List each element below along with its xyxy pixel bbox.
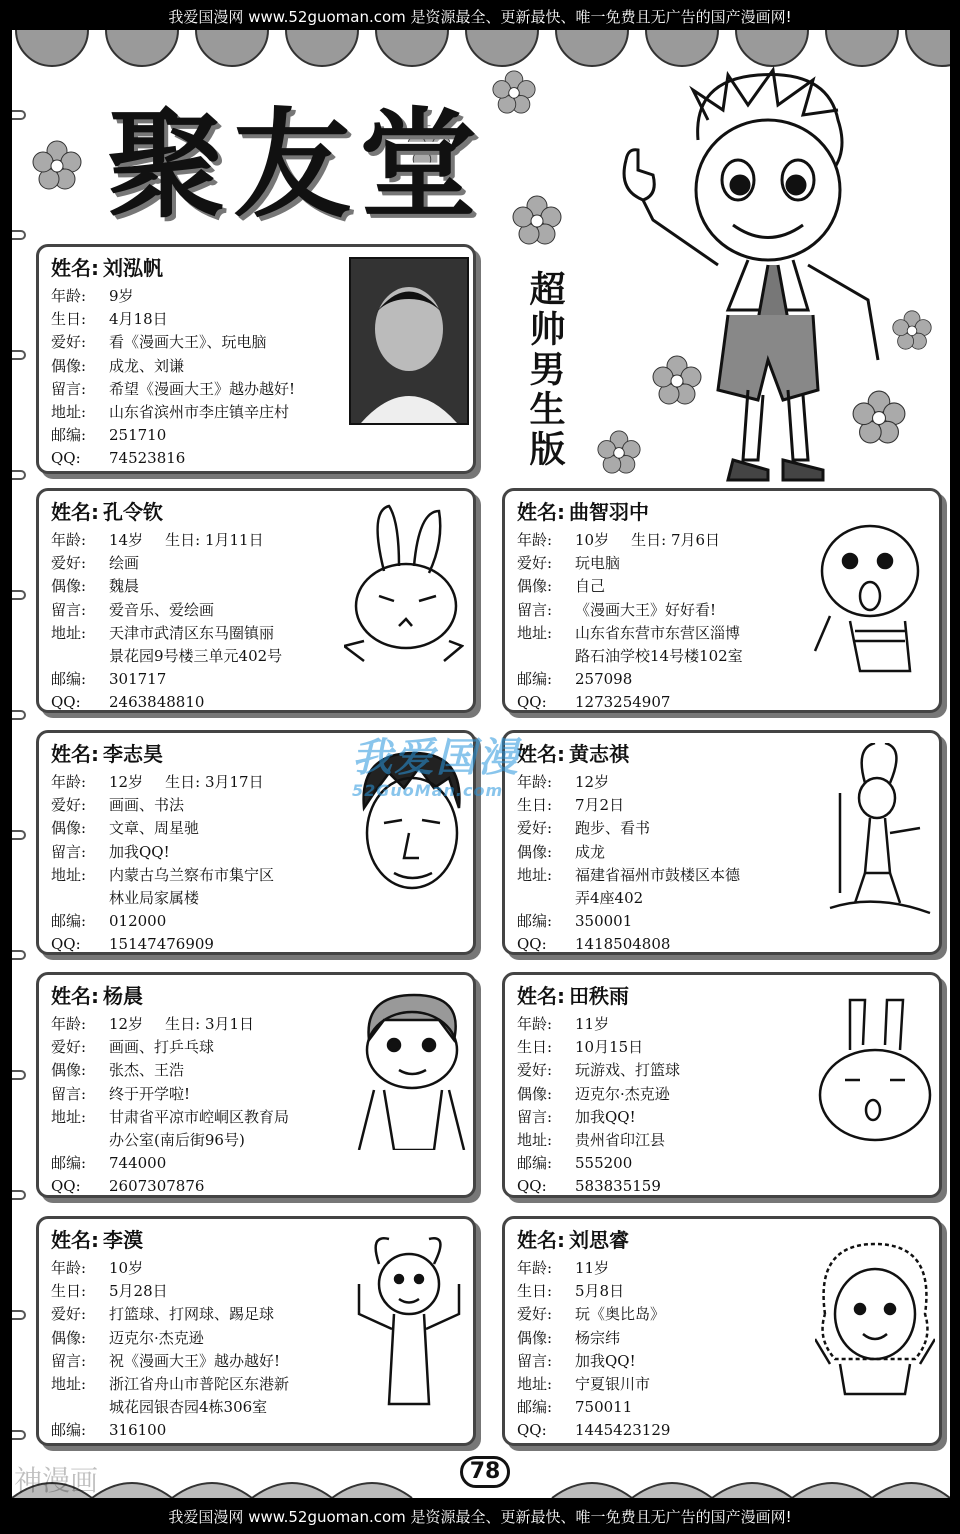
binder-ring: [12, 710, 26, 720]
profile-address-line2: 弄4座402: [575, 889, 644, 908]
profile-card: 姓名: 刘思睿 年龄: 11岁 生日: 5月8日 爱好: 玩《奥比岛》 偶像: 杨宗纬 留言: 加我QQ! 地址: 宁夏银川市 邮编: 750011 QQ: 1445423129: [502, 1216, 942, 1446]
profile-card: 姓名: 曲智羽中 年龄: 10岁 生日: 7月6日 爱好: 玩电脑 偶像: 自己 留言: 《漫画大王》好好看! 地址: 山东省东营市东营区淄博 路石油学校14号楼102室 邮编: 257098 QQ: 1273254907: [502, 488, 942, 713]
profile-card: 姓名: 李漠 年龄: 10岁 生日: 5月28日 爱好: 打篮球、打网球、踢足球 偶像: 迈克尔·杰克逊 留言: 祝《漫画大王》越办越好! 地址: 浙江省舟山市普陀区东港新 城花园银杏园4栋306室 邮编: 316100: [36, 1216, 476, 1446]
profile-zip: 555200: [575, 1154, 633, 1173]
profile-card: 姓名: 李志昊 年龄: 12岁 生日: 3月17日 爱好: 画画、书法 偶像: 文章、周星驰 留言: 加我QQ! 地址: 内蒙古乌兰察布市集宁区 林业局家属楼 邮编: 012000 QQ: 15147476909: [36, 730, 476, 955]
profile-age: 10岁: [109, 1259, 144, 1277]
profile-hobby: 看《漫画大王》、玩电脑: [109, 333, 267, 352]
profile-address: 浙江省舟山市普陀区东港新: [109, 1375, 290, 1394]
profile-age: 11岁: [575, 1259, 610, 1277]
profile-age: 12岁: [109, 1015, 144, 1033]
profile-address: 贵州省印江县: [575, 1131, 666, 1150]
profile-age: 12岁: [575, 773, 610, 791]
profile-address: 山东省东营市东营区淄博: [575, 623, 741, 642]
profile-address-line2: 林业局家属楼: [109, 889, 200, 908]
profile-name: 姓名: 田秩雨: [517, 984, 629, 1008]
page-title: 聚友堂: [107, 96, 486, 234]
binder-ring: [12, 950, 26, 960]
profile-qq: 2607307876: [109, 1177, 205, 1196]
site-watermark: 我爱国漫 52GuoMan.com: [352, 735, 520, 800]
profile-message: 《漫画大王》好好看!: [575, 600, 717, 619]
profile-name: 姓名: 刘泓帆: [51, 256, 163, 280]
profile-hobby: 画画、书法: [109, 796, 185, 815]
profile-zip: 316100: [109, 1421, 167, 1440]
profile-card: 姓名: 杨晨 年龄: 12岁 生日: 3月1日 爱好: 画画、打乒乓球 偶像: 张杰、王浩 留言: 终于开学啦! 地址: 甘肃省平凉市崆峒区教育局 办公室(南后街96号) 邮编: 744000 QQ: 2607307876: [36, 972, 476, 1198]
profile-message: 希望《漫画大王》越办越好!: [109, 379, 296, 398]
profile-idol: 迈克尔·杰克逊: [109, 1328, 204, 1347]
profile-address-line2: 办公室(南后街96号): [109, 1131, 245, 1150]
profile-address-line2: 城花园银杏园4栋306室: [109, 1398, 268, 1417]
profile-name: 姓名: 李漠: [51, 1228, 143, 1252]
profile-hobby: 画画、打乒乓球: [109, 1038, 215, 1057]
profile-name: 姓名: 李志昊: [51, 742, 163, 766]
rabbit-doodle: [344, 501, 464, 671]
flower-icon: [492, 70, 536, 114]
corner-watermark: 神漫画: [14, 1464, 99, 1497]
profile-birthday: 1月11日: [204, 531, 264, 549]
profile-age: 10岁: [575, 531, 610, 549]
profile-idol: 张杰、王浩: [109, 1061, 185, 1080]
profile-address: 甘肃省平凉市崆峒区教育局: [109, 1107, 290, 1126]
profile-birthday: 3月1日: [204, 1015, 255, 1033]
profile-age: 9岁: [109, 287, 134, 305]
monster-doodle: [354, 1234, 464, 1424]
profile-zip: 301717: [109, 670, 167, 689]
binder-ring: [12, 1070, 26, 1080]
profile-birthday: 7月6日: [670, 531, 721, 549]
profile-idol: 成龙、刘谦: [109, 356, 185, 375]
profile-zip: 257098: [575, 670, 633, 689]
binder-ring: [12, 830, 26, 840]
curly-hair-boy-doodle: [815, 1239, 935, 1399]
profile-zip: 251710: [109, 426, 167, 445]
profile-name: 姓名: 黄志祺: [517, 742, 629, 766]
profile-birthday: 7月2日: [575, 796, 625, 815]
profile-qq: 2463848810: [109, 693, 205, 712]
profile-age: 14岁: [109, 531, 144, 549]
profile-zip: 744000: [109, 1154, 167, 1173]
profile-hobby: 绘画: [109, 554, 140, 573]
top-banner: 我爱国漫网 www.52guoman.com 是资源最全、更新最快、唯一免费且无广告的国产漫画网!: [0, 0, 960, 34]
profile-birthday: 3月17日: [204, 773, 264, 791]
profile-qq: 1418504808: [575, 935, 671, 954]
cartoon-face-doodle: [810, 521, 930, 681]
profile-address: 天津市武清区东马圈镇丽: [109, 623, 275, 642]
profile-address-line2: 景花园9号楼三单元402号: [109, 647, 283, 666]
profile-message: 加我QQ!: [575, 1107, 636, 1126]
profile-message: 终于开学啦!: [109, 1084, 191, 1103]
profile-zip: 350001: [575, 912, 633, 931]
profile-idol: 杨宗纬: [575, 1328, 621, 1347]
profile-name: 姓名: 孔令钦: [51, 500, 163, 524]
page-number: 78: [460, 1456, 510, 1488]
profile-card: 姓名: 孔令钦 年龄: 14岁 生日: 1月11日 爱好: 绘画 偶像: 魏晨 留言: 爱音乐、爱绘画 地址: 天津市武清区东马圈镇丽 景花园9号楼三单元402号 邮编: 301717 QQ: 2463848810: [36, 488, 476, 713]
profile-birthday: 5月28日: [109, 1282, 168, 1301]
bottom-banner: 我爱国漫网 www.52guoman.com 是资源最全、更新最快、唯一免费且无广告的国产漫画网!: [0, 1500, 960, 1534]
profile-message: 爱音乐、爱绘画: [109, 600, 215, 619]
profile-photo: [349, 257, 469, 425]
profile-card: 姓名: 刘泓帆 年龄: 9岁 生日: 4月18日 爱好: 看《漫画大王》、玩电脑 偶像: 成龙、刘谦 留言: 希望《漫画大王》越办越好! 地址: 山东省滨州市李庄镇辛庄村 邮编: 251710 QQ: 74523816: [36, 244, 476, 474]
profile-idol: 魏晨: [109, 577, 140, 596]
binder-ring: [12, 1190, 26, 1200]
mascot-boy-illustration: [598, 60, 918, 490]
profile-age: 12岁: [109, 773, 144, 791]
profile-hobby: 打篮球、打网球、踢足球: [109, 1305, 275, 1324]
flower-icon: [512, 195, 562, 245]
profile-hobby: 玩游戏、打篮球: [575, 1061, 681, 1080]
profile-idol: 成龙: [575, 842, 606, 861]
profile-zip: 750011: [575, 1398, 633, 1417]
profile-name: 姓名: 曲智羽中: [517, 500, 649, 524]
profile-qq: 1273254907: [575, 693, 671, 712]
profile-name: 姓名: 刘思睿: [517, 1228, 629, 1252]
profile-message: 加我QQ!: [575, 1351, 636, 1370]
warrior-doodle: [825, 743, 935, 923]
profile-zip: 012000: [109, 912, 167, 931]
profile-hobby: 玩电脑: [575, 554, 621, 573]
profile-birthday: 5月8日: [575, 1282, 625, 1301]
comic-page: [12, 30, 950, 1498]
profile-hobby: 跑步、看书: [575, 819, 651, 838]
profile-age: 11岁: [575, 1015, 610, 1033]
profile-address: 山东省滨州市李庄镇辛庄村: [109, 403, 290, 422]
profile-message: 祝《漫画大王》越办越好!: [109, 1351, 281, 1370]
binder-ring: [12, 590, 26, 600]
profile-birthday: 10月15日: [575, 1038, 644, 1057]
profile-address: 福建省福州市鼓楼区本德: [575, 865, 741, 884]
profile-idol: 自己: [575, 577, 606, 596]
profile-card: 姓名: 黄志祺 年龄: 12岁 生日: 7月2日 爱好: 跑步、看书 偶像: 成龙 地址: 福建省福州市鼓楼区本德 弄4座402 邮编: 350001 QQ: 1418504808: [502, 730, 942, 955]
profile-address: 宁夏银川市: [575, 1375, 651, 1394]
profile-idol: 迈克尔·杰克逊: [575, 1084, 670, 1103]
page-subtitle: 超帅男生版: [524, 270, 565, 470]
binder-ring: [12, 1310, 26, 1320]
profile-message: 加我QQ!: [109, 842, 170, 861]
binder-ring: [12, 470, 26, 480]
profile-qq: 15147476909: [109, 935, 214, 954]
binder-ring: [12, 110, 26, 120]
binder-ring: [12, 1430, 26, 1440]
profile-name: 姓名: 杨晨: [51, 984, 143, 1008]
profile-qq: 74523816: [109, 449, 186, 468]
bunny-face-doodle: [815, 995, 935, 1145]
binder-ring: [12, 350, 26, 360]
binder-ring: [12, 230, 26, 240]
flower-icon: [32, 140, 82, 190]
profile-qq: 1445423129: [575, 1421, 671, 1440]
profile-address: 内蒙古乌兰察布市集宁区: [109, 865, 275, 884]
profile-idol: 文章、周星驰: [109, 819, 200, 838]
boy-doodle: [354, 990, 469, 1150]
profile-hobby: 玩《奥比岛》: [575, 1305, 666, 1324]
profile-card: 姓名: 田秩雨 年龄: 11岁 生日: 10月15日 爱好: 玩游戏、打篮球 偶像: 迈克尔·杰克逊 留言: 加我QQ! 地址: 贵州省印江县 邮编: 555200 QQ: 583835159: [502, 972, 942, 1198]
profile-birthday: 4月18日: [109, 310, 168, 329]
profile-address-line2: 路石油学校14号楼102室: [575, 647, 743, 666]
profile-qq: 583835159: [575, 1177, 661, 1196]
